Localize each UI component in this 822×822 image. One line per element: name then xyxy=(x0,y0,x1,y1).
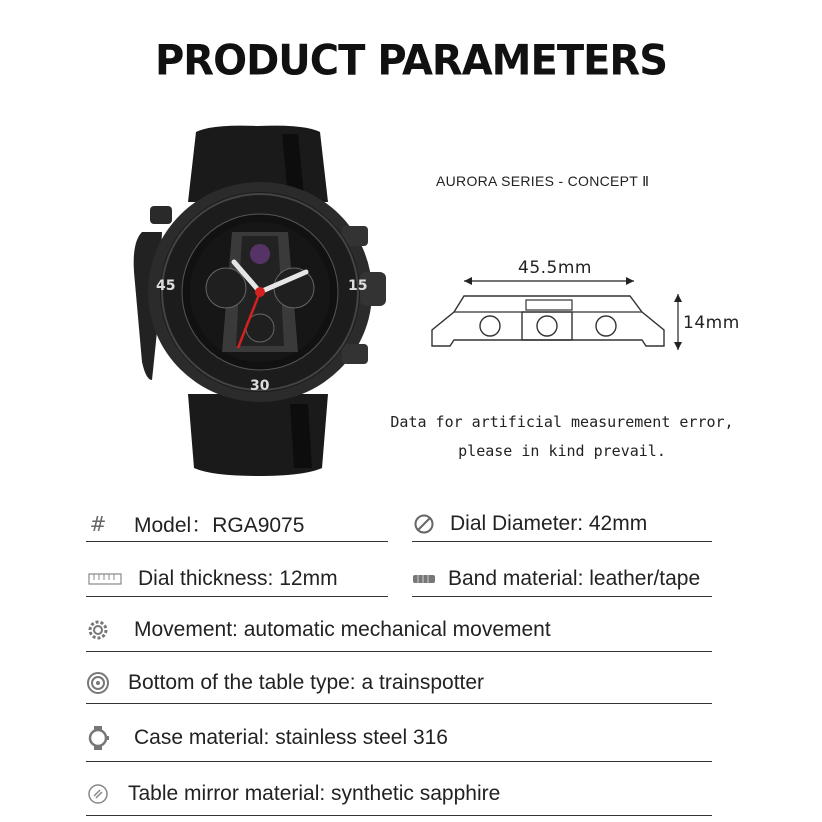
watch-case-icon xyxy=(86,726,110,750)
page-title: PRODUCT PARAMETERS xyxy=(154,36,668,86)
bezel-number-30: 30 xyxy=(250,378,270,394)
spec-case: Case material: stainless steel 316 xyxy=(134,726,448,749)
height-dimension-label: 14mm xyxy=(683,313,740,333)
bezel-number-45: 45 xyxy=(156,278,176,294)
diameter-icon xyxy=(412,512,436,536)
bezel-number-15: 15 xyxy=(348,278,368,294)
spec-row-caseback xyxy=(86,663,712,704)
glass-icon xyxy=(86,782,110,806)
spec-row-diameter xyxy=(412,507,712,542)
spec-caseback: Bottom of the table type: a trainspotter xyxy=(128,671,485,694)
spec-row-case xyxy=(86,715,712,762)
measurement-note xyxy=(380,408,744,466)
note-line-2: please in kind prevail. xyxy=(458,442,666,460)
caseback-icon xyxy=(86,671,110,695)
ruler-icon xyxy=(86,567,124,591)
hash-icon: # xyxy=(89,512,107,536)
spec-movement: Movement: automatic mechanical movement xyxy=(134,618,551,641)
width-dimension-label: 45.5mm xyxy=(518,258,592,278)
spec-row-glass xyxy=(86,773,712,816)
spec-model: Model：RGA9075 xyxy=(134,514,305,537)
spec-diameter: Dial Diameter: 42mm xyxy=(450,512,648,535)
note-line-1: Data for artificial measurement error, xyxy=(390,413,734,431)
spec-band: Band material: leather/tape xyxy=(448,567,701,590)
spec-row-model xyxy=(86,507,388,542)
watch-image xyxy=(122,122,394,478)
spec-thickness: Dial thickness: 12mm xyxy=(138,567,338,590)
spec-row-movement xyxy=(86,609,712,652)
spec-glass: Table mirror material: synthetic sapphire xyxy=(128,782,501,805)
series-name: AURORA SERIES - CONCEPT Ⅱ xyxy=(436,173,650,189)
spec-row-band xyxy=(412,562,712,597)
band-icon xyxy=(412,567,436,591)
spec-row-thickness xyxy=(86,562,388,597)
gear-icon xyxy=(86,618,110,642)
